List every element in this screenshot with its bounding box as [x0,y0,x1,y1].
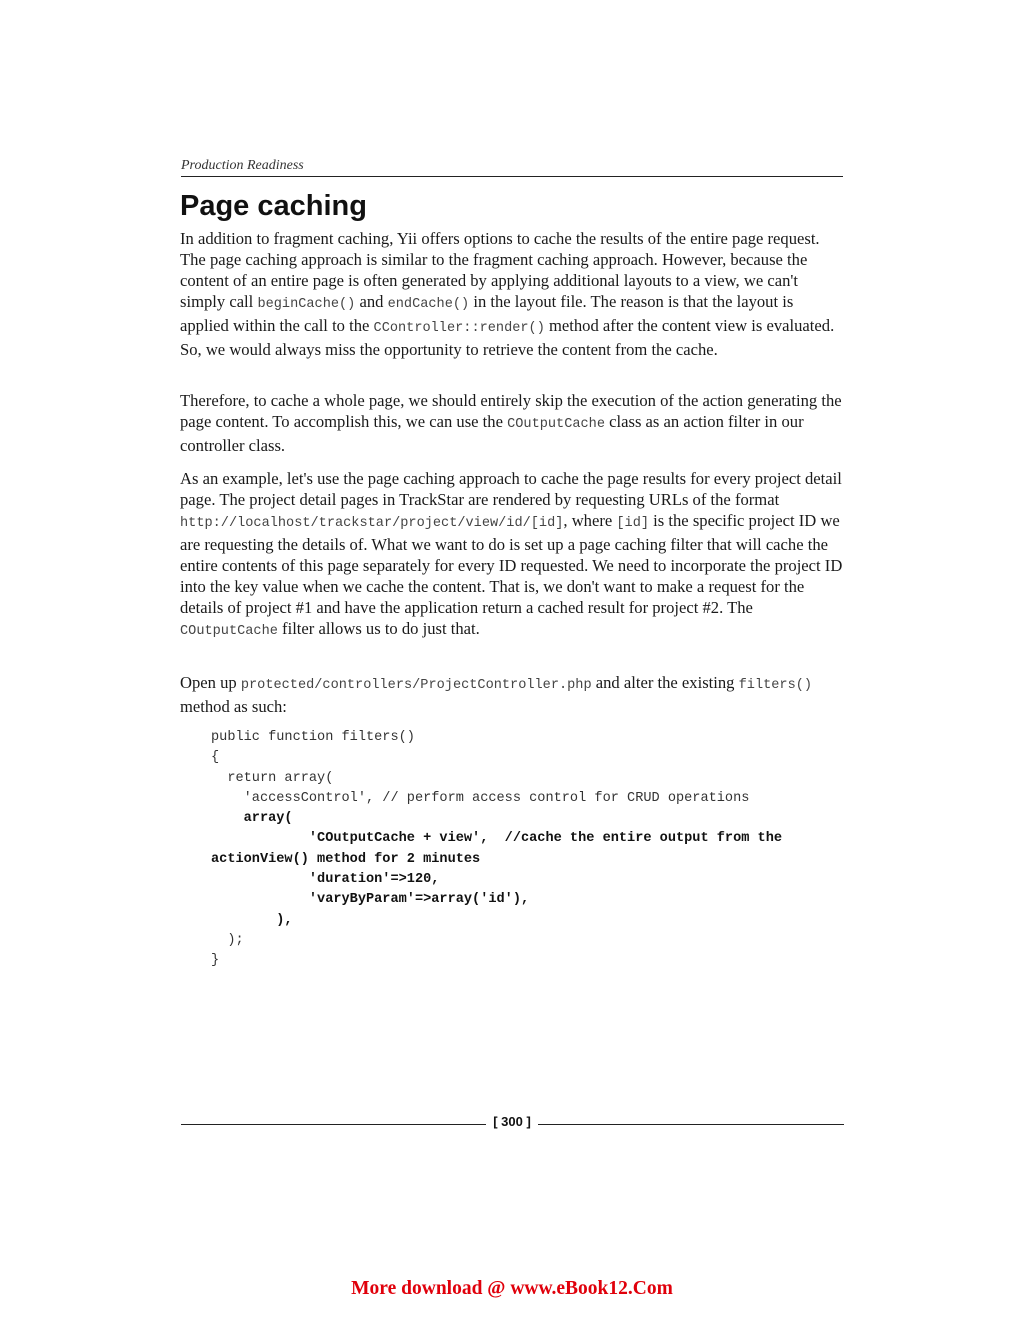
inline-code: filters() [738,678,813,693]
inline-code: [id] [616,516,650,531]
code-line: ); [211,932,244,948]
paragraph-text: Therefore, to cache a whole page, we should entirely skip the execution of the action generating the page content. To accomplish this, we can use the [180,391,842,431]
code-block [211,728,851,972]
inline-code: beginCache() [257,297,356,312]
code-line: 'duration'=>120, [211,872,440,888]
code-line: 'varyByParam'=>array('id'), [211,892,530,908]
code-line: } [211,953,220,969]
paragraph-text: method as such: [180,697,287,716]
paragraph [180,672,846,717]
code-line: { [211,750,220,766]
inline-code: COutputCache [507,417,605,432]
download-watermark: More download @ www.eBook12.Com [351,1278,673,1299]
code-line: return array( [211,770,334,786]
inline-code: protected/controllers/ProjectController.php [240,678,592,693]
inline-code: CController::render() [373,321,545,336]
code-line: ), [211,912,293,928]
footer-divider-right [538,1124,844,1125]
inline-code: endCache() [387,297,470,312]
code-line: public function filters() [211,730,415,745]
paragraph-text: Open up [180,673,241,692]
paragraph [180,390,846,456]
paragraph-text: As an example, let's use the page caching approach to cache the page results for every project detail page. The project detail pages in TrackStar are rendered by requesting URLs of the format [180,469,842,509]
paragraph-text: and [355,292,388,311]
code-line: actionView() method for 2 minutes [211,851,481,867]
paragraph-text: filter allows us to do just that. [277,619,480,638]
code-line: 'accessControl', // perform access control for CRUD operations [211,790,750,806]
footer-divider-left [181,1124,486,1125]
paragraph-text: and alter the existing [591,673,739,692]
paragraph-text: , where [563,511,617,530]
paragraph-text: method after the content view is evaluated. So, we would always miss the opportunity to retrieve the content from the cache. [180,316,835,359]
paragraph [180,468,846,642]
code-line: array( [211,811,293,827]
code-line: 'COutputCache + view', //cache the entire output from the [211,831,783,847]
paragraph-text: class as an action filter in our controller class. [180,412,804,455]
paragraph-text: in the layout file. The reason is that the layout is applied within the call to the [180,292,794,335]
inline-code: http://localhost/trackstar/project/view/id/[id] [180,516,564,531]
running-header: Production Readiness [181,158,843,177]
page-number: [ 300 ] [493,1114,531,1129]
paragraph [180,228,846,360]
paragraph-text: is the specific project ID we are requesting the details of. What we want to do is set up a page caching filter that will cache the entire contents of this page separately for every ID requested. We need to incorporate the project ID into the key value when we cache the content. That is, we don't want to make a request for the details of project #1 and have the application return a cached result for project #2. The [180,511,843,617]
section-title: Page caching [180,190,367,222]
paragraph-text: In addition to fragment caching, Yii offers options to cache the results of the entire page request. The page caching approach is similar to the fragment caching approach. However, because the content of an entire page is often generated by applying additional layouts to a view, we can't simply call [180,229,820,311]
inline-code: COutputCache [180,624,278,639]
